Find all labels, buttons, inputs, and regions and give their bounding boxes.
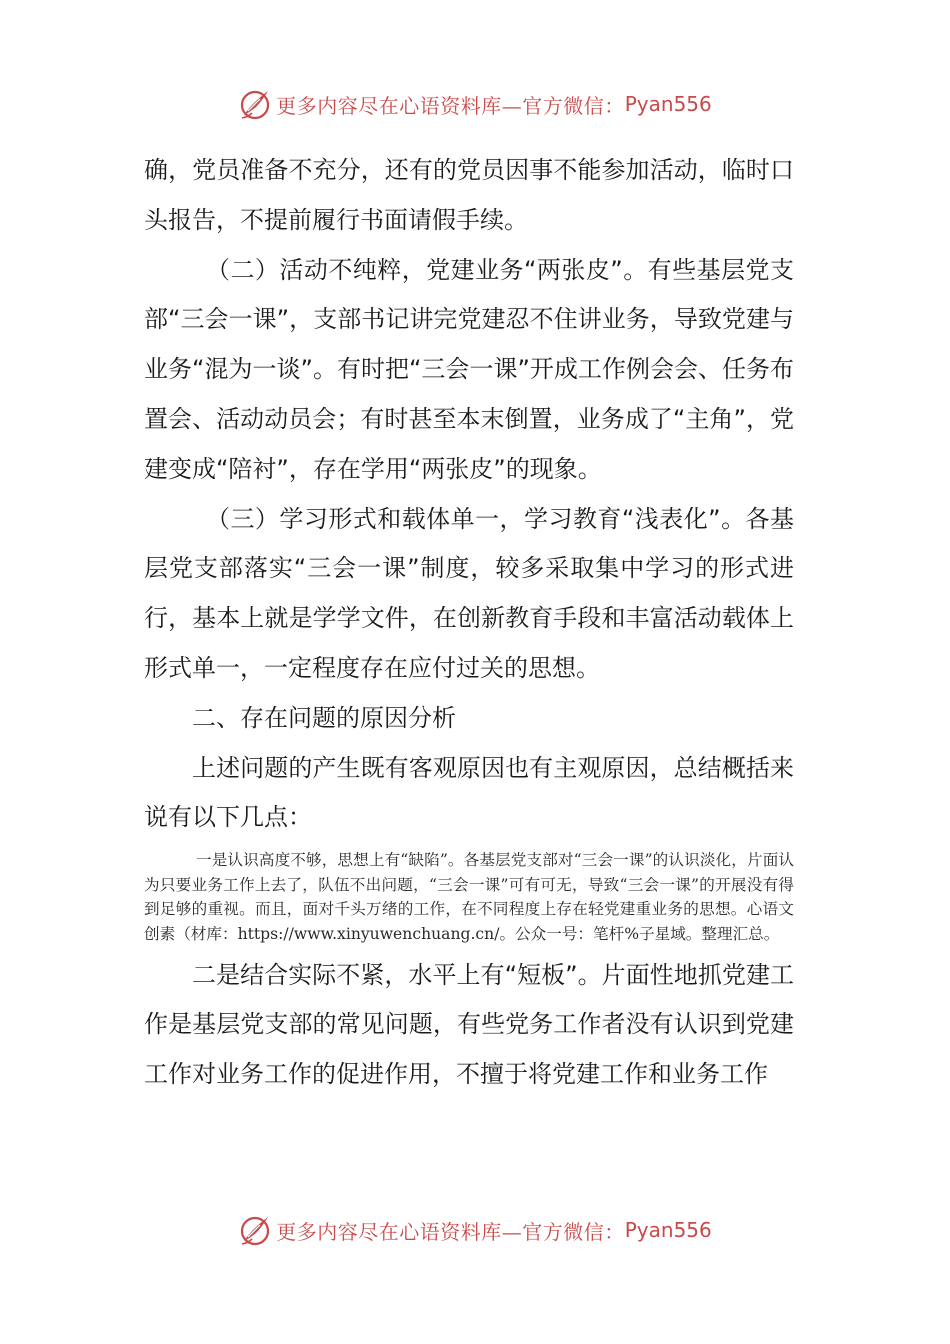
paragraph-5-small: 一是认识高度不够，思想上有“缺陷”。各基层党支部对“三会一课”的认识淡化，片面认为只要业务工作上去了，队伍不出问题，“三会一课”可有可无，导致“三会一课”的开展没有得到足够的重视。而且，面对千头万绪的工作，在不同程度上存在轻党建重业务的思想。心语文创素（材库：https://www.xinyuwenchuang.cn/。公众一号：笔杆%子星域。整理汇总。 bbox=[144, 851, 794, 943]
paragraph-3: （三）学习形式和载体单一，学习教育“浅表化”。各基层党支部落实“三会一课”制度，较多采取集中学习的形式进行，基本上就是学学文件，在创新教育手段和丰富活动载体上形式单一，一定程度存在应付过关的思想。 bbox=[144, 504, 794, 682]
footer-banner-id: Pyan556 bbox=[624, 1218, 712, 1242]
paragraph-4: 上述问题的产生既有客观原因也有主观原因，总结概括来说有以下几点： bbox=[144, 753, 794, 832]
header-banner bbox=[0, 84, 950, 124]
header-banner-id: Pyan556 bbox=[624, 92, 712, 116]
footer-banner bbox=[0, 1210, 950, 1250]
paragraph-1: 确，党员准备不充分，还有的党员因事不能参加活动，临时口头报告，不提前履行书面请假手续。 bbox=[144, 156, 794, 234]
quill-logo-icon bbox=[238, 87, 272, 121]
document-body bbox=[144, 146, 794, 1100]
paragraph-2: （二）活动不纯粹，党建业务“两张皮”。有些基层党支部“三会一课”，支部书记讲完党建忍不住讲业务，导致党建与业务“混为一谈”。有时把“三会一课”开成工作例会会、任务布置会、活动动员会；有时甚至本末倒置，业务成了“主角”，党建变成“陪衬”，存在学用“两张皮”的现象。 bbox=[144, 255, 794, 483]
quill-logo-icon bbox=[238, 1213, 272, 1247]
header-banner-text: 更多内容尽在心语资料库—官方微信： bbox=[276, 93, 625, 118]
paragraph-6: 二是结合实际不紧，水平上有“短板”。片面性地抓党建工作是基层党支部的常见问题，有些党务工作者没有认识到党建工作对业务工作的促进作用，不擅于将党建工作和业务工作 bbox=[144, 960, 794, 1089]
footer-banner-text: 更多内容尽在心语资料库—官方微信： bbox=[276, 1219, 625, 1244]
section-heading-2: 二、存在问题的原因分析 bbox=[192, 703, 456, 732]
